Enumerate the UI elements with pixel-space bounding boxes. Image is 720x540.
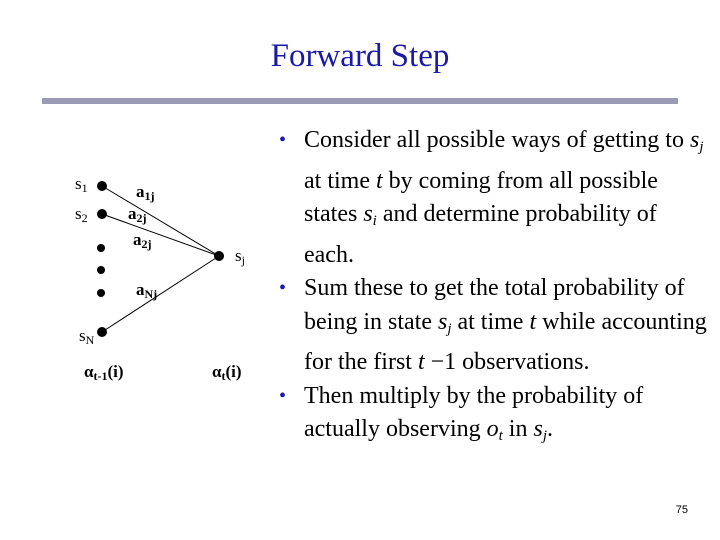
edge-s1-sj	[102, 186, 219, 256]
edge-s2-sj	[102, 214, 219, 256]
edge-sN-sj	[102, 256, 219, 332]
edge-label-a2j-second: $a_{2j}$	[133, 230, 152, 251]
ellipsis-dot-2	[97, 266, 105, 274]
state-label-sN: $s_N$	[79, 326, 95, 347]
bullet-dot-icon: •	[279, 129, 287, 151]
bullet-dot-icon: •	[279, 277, 287, 299]
state-label-sj: $s_j$	[235, 246, 245, 267]
bullet-dot-icon: •	[279, 384, 287, 407]
alpha-t-label: $\alpha_t(i)$	[212, 362, 242, 383]
bullet-list	[272, 124, 712, 454]
alpha-t-minus-1-label: $\alpha_{t-1}(i)$	[84, 362, 124, 383]
state-label-s1: $s_1$	[75, 174, 88, 195]
bullet-item-multiply: • Then multiply by the probability of actually observing ot in sj.	[272, 380, 712, 454]
bullet-item-consider: • Consider all possible ways of getting to sj at time t by coming from all possible states si and determine probability of each.	[272, 124, 712, 272]
node-sj	[214, 251, 224, 261]
ellipsis-dot-3	[97, 289, 105, 297]
ellipsis-dot-1	[97, 244, 105, 252]
slide-title: Forward Step	[270, 38, 450, 74]
node-s2	[97, 209, 107, 219]
title-divider	[42, 98, 678, 104]
trellis-diagram	[0, 150, 290, 410]
edge-label-a2j: $a_{2j}$	[128, 204, 147, 225]
page-number: 75	[675, 504, 688, 516]
state-label-s2: $s_2$	[75, 204, 88, 225]
node-sN	[97, 327, 107, 337]
node-s1	[97, 181, 107, 191]
edge-label-aNj: $a_{Nj}$	[136, 280, 158, 301]
edge-label-a1j: $a_{1j}$	[136, 182, 155, 203]
bullet-item-sum: • Sum these to get the total probability of being in state sj at time t while accounting for the first t −1 observations.	[272, 272, 712, 380]
